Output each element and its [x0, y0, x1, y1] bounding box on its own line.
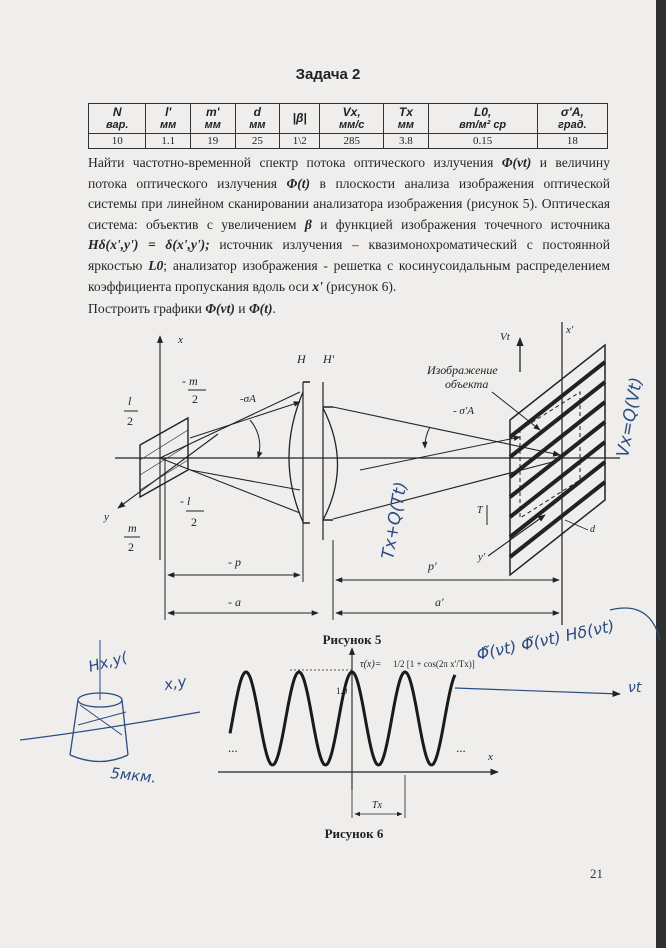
- fig6-formula-lhs: τ(x)=: [360, 659, 382, 670]
- table-header-cell: Vx, мм/с: [320, 104, 384, 134]
- table-cell: 19: [190, 134, 235, 149]
- table-header-cell: |β|: [280, 104, 320, 134]
- handwritten-note-3: Φ̃(νt) Φ̃(νt) Hδ(νt): [474, 616, 617, 664]
- label-H: H: [297, 352, 306, 366]
- table-header-cell: σ'A, град.: [537, 104, 607, 134]
- page-number: 21: [590, 866, 603, 881]
- label-p: - p: [228, 555, 241, 569]
- table-header-cell: l' мм: [146, 104, 191, 134]
- table-header-cell: m' мм: [190, 104, 235, 134]
- image-aperture-angle-label: - σ'A: [453, 405, 474, 417]
- table-cell: 1.1: [146, 134, 191, 149]
- handwritten-note-6: 5мкм.: [109, 764, 158, 787]
- svg-text:2: 2: [128, 540, 134, 554]
- fig6-level-label: 1.0: [336, 686, 348, 696]
- sketch-arrow: [455, 688, 620, 694]
- l-half-label: l: [128, 394, 132, 408]
- table-header-cell: N вар.: [89, 104, 146, 134]
- table-cell: 25: [235, 134, 280, 149]
- handwritten-note-7: νt: [628, 680, 642, 696]
- neg-m-half-label: - m: [182, 374, 198, 388]
- build-instruction: Построить графики Φ(νt) и Φ(t).: [88, 301, 276, 316]
- image-label-line2: объекта: [445, 377, 489, 391]
- neg-l-half-label: - l: [180, 494, 191, 508]
- table-header-cell: L0, вт/м² ср: [428, 104, 537, 134]
- period-label: T: [477, 505, 483, 516]
- lens-surface-right: [323, 408, 338, 520]
- task-statement: Найти частотно-временной спектр потока оптического излучения Φ(νt) и величину потока оптического излучения Φ(t) в плоскости анализа изображения оптической системы при линейном сканировании анализатора изображения (рисунок 5). Оптическая система: объектив с увеличением β и функцией изображения точечного источника Hδ(x',y') = δ(x',y'); источник излучения – квазимонохроматический с постоянной яркостью L0; анализатор изображения - решетка с косинусоидальным распределением коэффициента пропускания вдоль оси x' (рисунок 6).: [88, 155, 610, 294]
- lens-surface-left: [289, 392, 303, 522]
- fig6-axis-label: x: [488, 751, 493, 763]
- fig6-ellipsis-left: ...: [228, 740, 238, 755]
- svg-text:2: 2: [191, 515, 197, 529]
- handwritten-note-1: Tx+Q(Tt): [378, 480, 412, 561]
- y-axis: [118, 434, 218, 508]
- label-a: - a: [228, 595, 241, 609]
- ray-image-upper: [333, 407, 560, 455]
- table-cell: 1\2: [280, 134, 320, 149]
- fig6-ellipsis-right: ...: [456, 740, 466, 755]
- ray-aux2: [190, 470, 300, 490]
- fig6-formula-rhs: 1/2 [1 + cos(2π x'/Tx)]: [393, 659, 475, 669]
- handwritten-note-2: Vx=Q(Vt): [613, 375, 647, 459]
- aperture-angle-label: -σA: [240, 393, 256, 405]
- y-axis-label: y: [104, 511, 109, 523]
- label-a-prime: a': [435, 595, 444, 609]
- m-half-label: m: [128, 521, 137, 535]
- task-title: Задача 2: [295, 66, 361, 83]
- handwritten-note-5: x,y: [162, 672, 188, 694]
- ray-aux: [190, 402, 300, 438]
- table-header-cell: d мм: [235, 104, 280, 134]
- table-cell: 3.8: [384, 134, 429, 149]
- fig6-period-label: Tx: [372, 800, 382, 811]
- table-cell: 0.15: [428, 134, 537, 149]
- table-cell: 285: [320, 134, 384, 149]
- table-cell: 18: [537, 134, 607, 149]
- width-label: d: [590, 524, 595, 535]
- y-prime-label: y': [478, 551, 486, 563]
- image-label-line1: Изображение: [427, 363, 498, 377]
- table-header-cell: Tx мм: [384, 104, 429, 134]
- label-p-prime: p': [428, 559, 437, 573]
- svg-text:2: 2: [192, 392, 198, 406]
- handwritten-note-4: Hx,y(: [86, 648, 130, 676]
- sketch-cylinder-body: [70, 700, 128, 762]
- x-prime-label: x': [566, 324, 574, 336]
- table-cell: 10: [89, 134, 146, 149]
- handwritten-notes: [20, 376, 660, 787]
- svg-text:2: 2: [127, 414, 133, 428]
- figure-5-caption: Рисунок 5: [322, 632, 382, 647]
- label-H-prime: H': [323, 352, 335, 366]
- velocity-label: Vt: [500, 331, 510, 343]
- x-axis-label: x: [178, 334, 183, 346]
- figure-6-caption: Рисунок 6: [324, 826, 384, 841]
